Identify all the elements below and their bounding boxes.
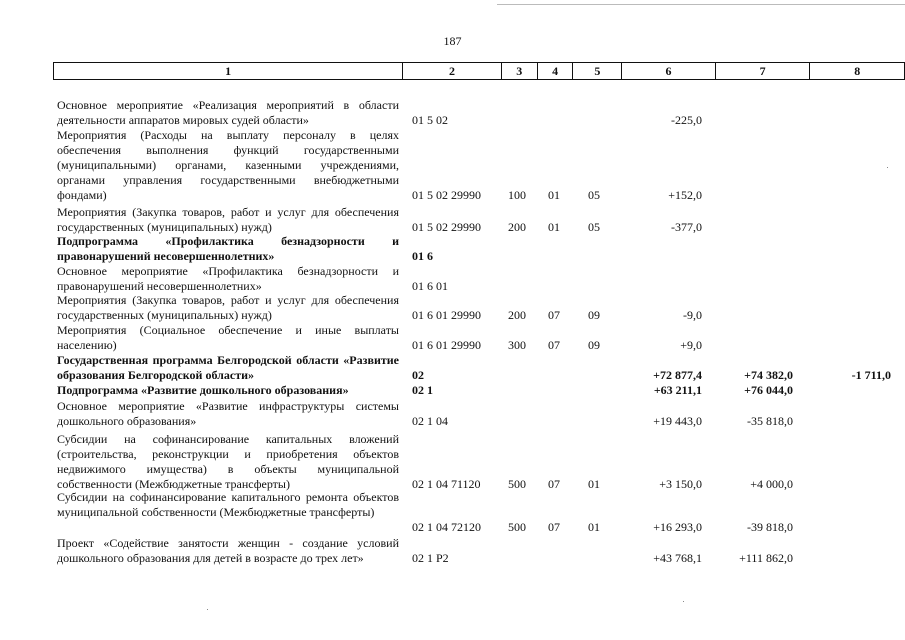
row-section: 07 [548, 338, 560, 352]
row-name: Подпрограмма «Развитие дошкольного образования» [57, 383, 349, 397]
row-name: Мероприятия (Закупка товаров, работ и услуг для обеспечения государственных (муниципальных) нужд) [57, 205, 399, 234]
row-amount-6: +9,0 [680, 338, 702, 352]
row-code: 02 1 04 71120 [412, 477, 481, 491]
row-subsection: 05 [588, 220, 600, 234]
row-name: Подпрограмма «Профилактика безнадзорности и правонарушений несовершеннолетних» [57, 234, 399, 263]
row-code: 01 5 02 29990 [412, 188, 481, 202]
row-section: 07 [548, 520, 560, 534]
table-row [0, 353, 905, 383]
table-row [0, 323, 905, 353]
table-row [0, 293, 905, 323]
row-code: 01 6 01 [412, 279, 448, 293]
row-subsection: 01 [588, 477, 600, 491]
row-section: 07 [548, 308, 560, 322]
page-number: 187 [443, 34, 462, 48]
col-num-2: 2 [403, 63, 502, 80]
row-code: 02 [412, 368, 424, 382]
row-amount-6: -225,0 [671, 113, 702, 127]
row-amount-6: +63 211,1 [653, 383, 702, 397]
col-num-7: 7 [715, 63, 810, 80]
row-expense-type: 500 [508, 520, 526, 534]
row-code: 01 6 01 29990 [412, 338, 481, 352]
table-row [0, 205, 905, 235]
row-name: Основное мероприятие «Развитие инфраструктуры системы дошкольного образования» [57, 399, 399, 428]
row-name: Субсидии на софинансирование капитального ремонта объектов муниципальной собственности (Межбюджетные трансферты) [57, 490, 399, 519]
row-code: 02 1 04 72120 [412, 520, 481, 534]
row-amount-7: +76 044,0 [744, 383, 793, 397]
row-amount-7: +111 862,0 [739, 551, 793, 565]
col-num-6: 6 [622, 63, 716, 80]
table-row [0, 399, 905, 429]
row-name: Мероприятия (Закупка товаров, работ и услуг для обеспечения государственных (муниципальных) нужд) [57, 293, 399, 322]
row-name: Проект «Содействие занятости женщин - создание условий дошкольного образования для детей в возрасте до трех лет» [57, 536, 399, 565]
table-row [0, 264, 905, 294]
row-name: Мероприятия (Социальное обеспечение и иные выплаты населению) [57, 323, 399, 352]
row-subsection: 01 [588, 520, 600, 534]
column-number-header [53, 62, 905, 80]
row-code: 01 5 02 29990 [412, 220, 481, 234]
row-name: Мероприятия (Расходы на выплату персоналу в целях обеспечения выполнения функций государственными (муниципальными) органами, казенными учреждениями, органами управления государственными внебюджетными фондами) [57, 128, 399, 202]
row-expense-type: 300 [508, 338, 526, 352]
scan-speck [207, 609, 208, 610]
row-code: 02 1 P2 [412, 551, 449, 565]
row-amount-6: +43 768,1 [653, 551, 702, 565]
table-row [0, 432, 905, 492]
table-row [0, 234, 905, 264]
scan-speck [683, 601, 684, 602]
row-amount-6: +72 877,4 [653, 368, 702, 382]
col-num-1: 1 [54, 63, 403, 80]
table-row [0, 128, 905, 203]
row-subsection: 09 [588, 338, 600, 352]
row-amount-7: -35 818,0 [747, 414, 793, 428]
table-row [0, 98, 905, 128]
row-amount-6: +3 150,0 [659, 477, 702, 491]
row-amount-7: +74 382,0 [744, 368, 793, 382]
row-amount-8: -1 711,0 [851, 368, 891, 382]
row-subsection: 05 [588, 188, 600, 202]
table-row [0, 536, 905, 566]
row-section: 01 [548, 188, 560, 202]
row-amount-7: +4 000,0 [750, 477, 793, 491]
row-code: 02 1 [412, 383, 433, 397]
row-amount-6: +152,0 [668, 188, 702, 202]
row-code: 01 6 01 29990 [412, 308, 481, 322]
row-amount-6: -377,0 [671, 220, 702, 234]
table-row [0, 490, 905, 535]
row-amount-7: -39 818,0 [747, 520, 793, 534]
row-expense-type: 200 [508, 220, 526, 234]
row-code: 01 5 02 [412, 113, 448, 127]
row-section: 07 [548, 477, 560, 491]
row-code: 01 6 [412, 249, 433, 263]
row-amount-6: +19 443,0 [653, 414, 702, 428]
row-code: 02 1 04 [412, 414, 448, 428]
col-num-5: 5 [573, 63, 622, 80]
row-expense-type: 500 [508, 477, 526, 491]
row-expense-type: 200 [508, 308, 526, 322]
table-row [0, 383, 905, 398]
col-num-8: 8 [810, 63, 905, 80]
row-name: Основное мероприятие «Профилактика безнадзорности и правонарушений несовершеннолетних» [57, 264, 399, 293]
row-amount-6: -9,0 [683, 308, 702, 322]
scan-speck [887, 167, 888, 168]
row-name: Государственная программа Белгородской области «Развитие образования Белгородской области» [57, 353, 399, 382]
row-name: Субсидии на софинансирование капитальных вложений (строительства, реконструкции и приобретения объектов недвижимого имущества) в объекты муниципальной собственности (Межбюджетные трансферты) [57, 432, 399, 491]
top-edge-line [497, 4, 905, 5]
row-section: 01 [548, 220, 560, 234]
col-num-4: 4 [537, 63, 573, 80]
row-name: Основное мероприятие «Реализация мероприятий в области деятельности аппаратов мировых судей области» [57, 98, 399, 127]
row-expense-type: 100 [508, 188, 526, 202]
col-num-3: 3 [501, 63, 537, 80]
row-amount-6: +16 293,0 [653, 520, 702, 534]
row-subsection: 09 [588, 308, 600, 322]
